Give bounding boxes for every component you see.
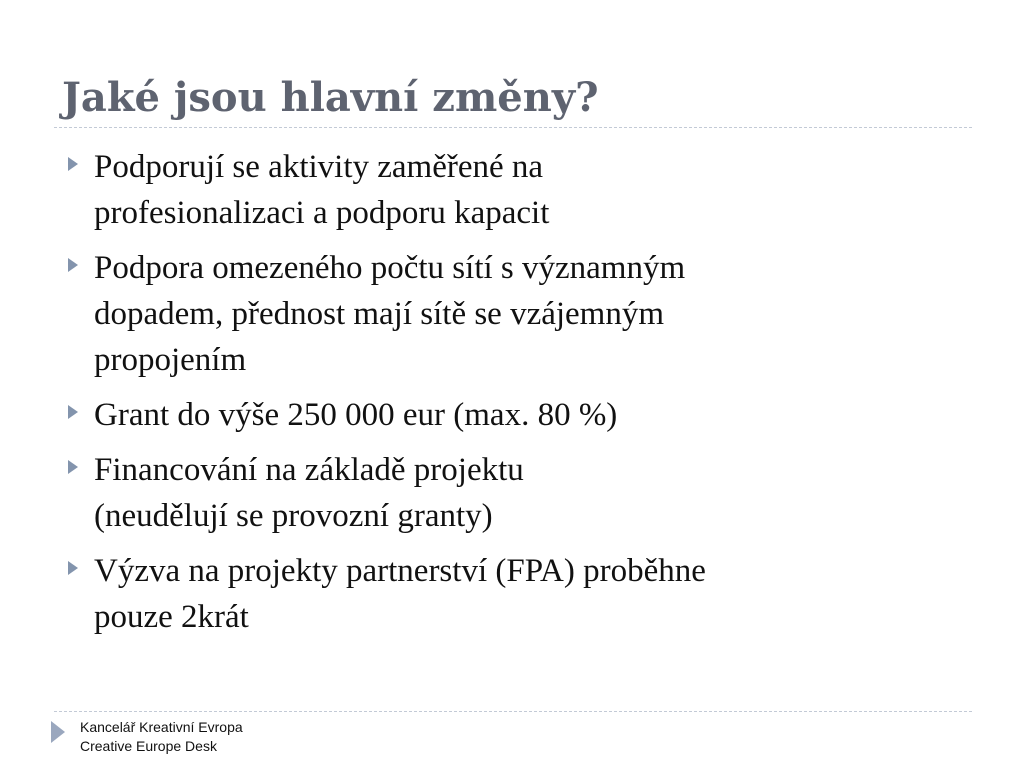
bullet-item xyxy=(66,392,966,438)
slide-title: Jaké jsou hlavní změny? xyxy=(62,74,599,121)
footer xyxy=(80,718,243,756)
bullet-text-line: Výzva na projekty partnerství (FPA) proběhne xyxy=(94,553,706,589)
triangle-bullet-icon xyxy=(68,460,78,474)
bullet-item xyxy=(66,447,966,539)
title-divider xyxy=(54,127,972,128)
bullet-list xyxy=(66,144,966,649)
bullet-text-line: Grant do výše 250 000 eur (max. 80 %) xyxy=(94,397,618,433)
bullet-text-line: dopadem, přednost mají sítě se vzájemným xyxy=(94,296,665,332)
footer-triangle-icon xyxy=(51,721,65,743)
triangle-bullet-icon xyxy=(68,258,78,272)
triangle-bullet-icon xyxy=(68,405,78,419)
footer-line-czech: Kancelář Kreativní Evropa xyxy=(80,719,243,735)
triangle-bullet-icon xyxy=(68,561,78,575)
bullet-item xyxy=(66,548,966,640)
footer-line-english: Creative Europe Desk xyxy=(80,738,217,754)
bullet-text-line: profesionalizaci a podporu kapacit xyxy=(94,195,550,231)
bullet-text-line: propojením xyxy=(94,342,247,378)
bullet-text-line: pouze 2krát xyxy=(94,599,249,635)
bullet-item xyxy=(66,245,966,383)
bullet-text-line: (neudělují se provozní granty) xyxy=(94,498,493,534)
triangle-bullet-icon xyxy=(68,157,78,171)
footer-divider xyxy=(54,711,972,712)
bullet-text-line: Podpora omezeného počtu sítí s významným xyxy=(94,250,686,286)
bullet-text-line: Podporují se aktivity zaměřené na xyxy=(94,149,544,185)
bullet-text-line: Financování na základě projektu xyxy=(94,452,524,488)
bullet-item xyxy=(66,144,966,236)
